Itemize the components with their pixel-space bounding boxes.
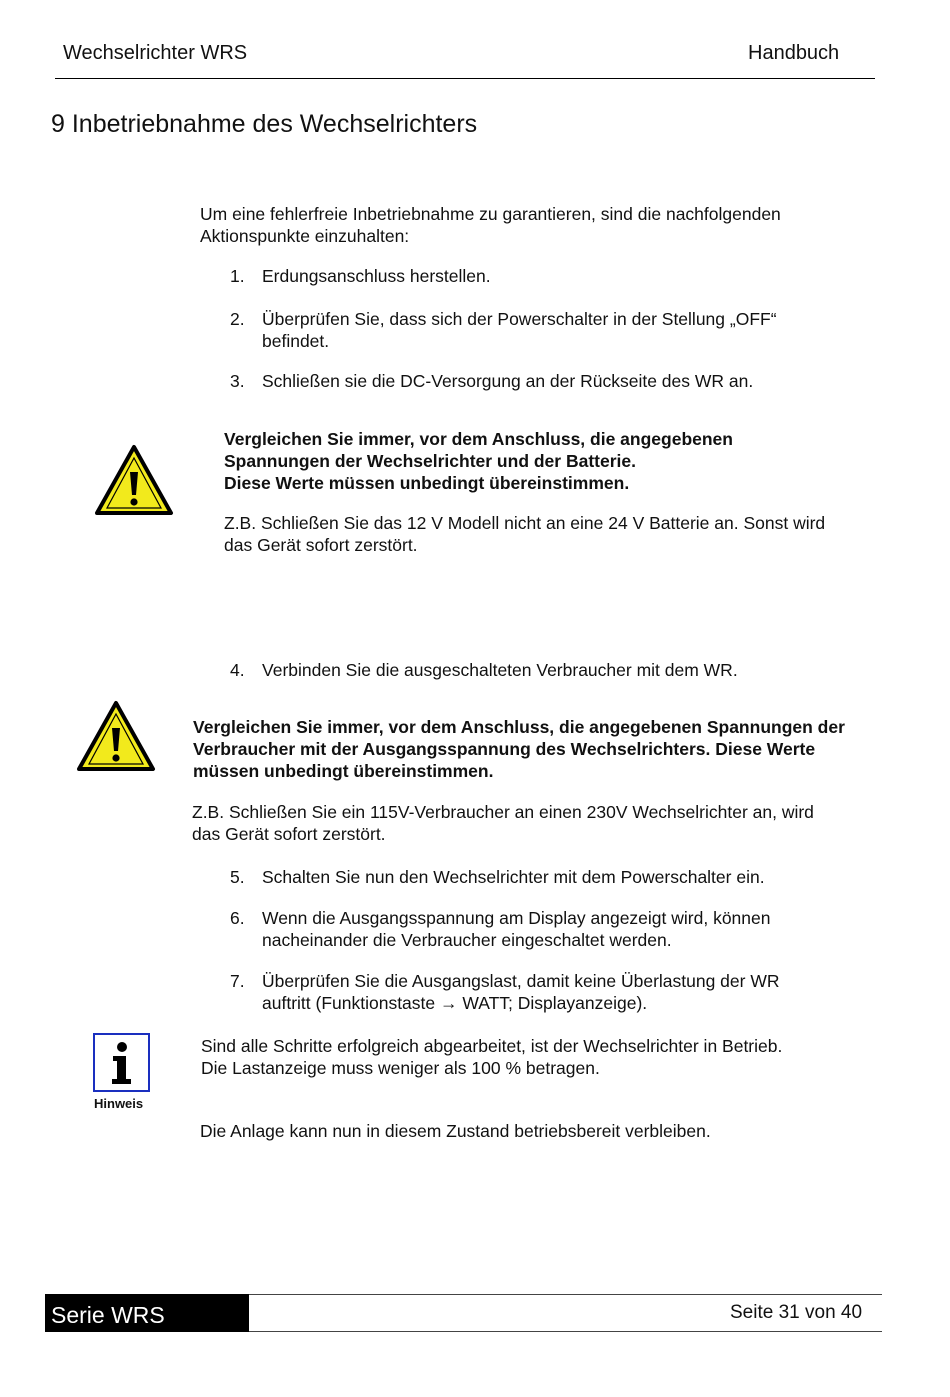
header-title: Wechselrichter WRS xyxy=(63,42,248,64)
footer-series: Serie WRS xyxy=(51,1302,165,1328)
intro-paragraph xyxy=(200,203,781,247)
step-text: Verbinden Sie die ausgeschalteten Verbraucher mit dem WR. xyxy=(262,660,738,680)
step-number: 5. xyxy=(230,867,245,887)
step-number: 1. xyxy=(230,266,245,286)
footer-divider xyxy=(249,1294,882,1295)
warning-icon xyxy=(76,700,156,772)
warning-icon xyxy=(94,444,174,516)
warning-example-text xyxy=(224,512,825,556)
step-text: Schließen sie die DC-Versorgung an der Rückseite des WR an. xyxy=(262,371,754,391)
info-label: Hinweis xyxy=(94,1096,144,1111)
intro-line: Um eine fehlerfreie Inbetriebnahme zu garantieren, sind die nachfolgenden xyxy=(200,204,781,224)
warning-line: Vergleichen Sie immer, vor dem Anschluss, die angegebenen xyxy=(224,429,733,449)
warning-line: Diese Werte müssen unbedingt übereinstimmen. xyxy=(224,473,630,493)
warning-line: Vergleichen Sie immer, vor dem Anschluss, die angegebenen Spannungen der xyxy=(193,717,845,737)
step-text: Wenn die Ausgangsspannung am Display angezeigt wird, können xyxy=(262,908,771,928)
info-icon xyxy=(93,1033,150,1092)
step-text: Erdungsanschluss herstellen. xyxy=(262,266,491,286)
section-title: 9 Inbetriebnahme des Wechselrichters xyxy=(51,110,478,138)
warning-line: Verbraucher mit der Ausgangsspannung des Wechselrichters. Diese Werte xyxy=(193,739,816,759)
step-text: Überprüfen Sie, dass sich der Powerschalter in der Stellung „OFF“ xyxy=(262,309,777,329)
step-text: Überprüfen Sie die Ausgangslast, damit keine Überlastung der WR xyxy=(262,971,780,991)
info-glyph xyxy=(95,1035,148,1090)
warning-emphasis-text xyxy=(224,428,733,494)
step-number: 2. xyxy=(230,309,245,329)
warning-line: Z.B. Schließen Sie ein 115V-Verbraucher an einen 230V Wechselrichter an, wird xyxy=(192,802,814,822)
warning-line: das Gerät sofort zerstört. xyxy=(192,824,386,844)
closing-text: Die Anlage kann nun in diesem Zustand betriebsbereit verbleiben. xyxy=(200,1121,711,1141)
warning-line: Z.B. Schließen Sie das 12 V Modell nicht an eine 24 V Batterie an. Sonst wird xyxy=(224,513,826,533)
step-text: auftritt (Funktionstaste → WATT; Displayanzeige). xyxy=(262,993,648,1013)
footer-divider xyxy=(249,1331,882,1332)
hint-line: Die Lastanzeige muss weniger als 100 % betragen. xyxy=(201,1058,600,1078)
page-number: Seite 31 von 40 xyxy=(730,1302,863,1323)
warning-line: müssen unbedingt übereinstimmen. xyxy=(193,761,494,781)
step-text: nacheinander die Verbraucher eingeschaltet werden. xyxy=(262,930,672,950)
warning-line: das Gerät sofort zerstört. xyxy=(224,535,418,555)
step-number: 3. xyxy=(230,371,245,391)
header-doc-type: Handbuch xyxy=(748,42,840,64)
step-number: 7. xyxy=(230,971,245,991)
step-text: befindet. xyxy=(262,331,330,351)
hint-text xyxy=(201,1035,782,1079)
step-number: 4. xyxy=(230,660,245,680)
intro-line: Aktionspunkte einzuhalten: xyxy=(200,226,410,246)
warning-emphasis-text xyxy=(193,716,845,782)
step-number: 6. xyxy=(230,908,245,928)
warning-line: Spannungen der Wechselrichter und der Batterie. xyxy=(224,451,636,471)
step-text: Schalten Sie nun den Wechselrichter mit dem Powerschalter ein. xyxy=(262,867,765,887)
hint-line: Sind alle Schritte erfolgreich abgearbeitet, ist der Wechselrichter in Betrieb. xyxy=(201,1036,783,1056)
header-divider xyxy=(55,78,875,79)
warning-example-text xyxy=(192,801,814,845)
